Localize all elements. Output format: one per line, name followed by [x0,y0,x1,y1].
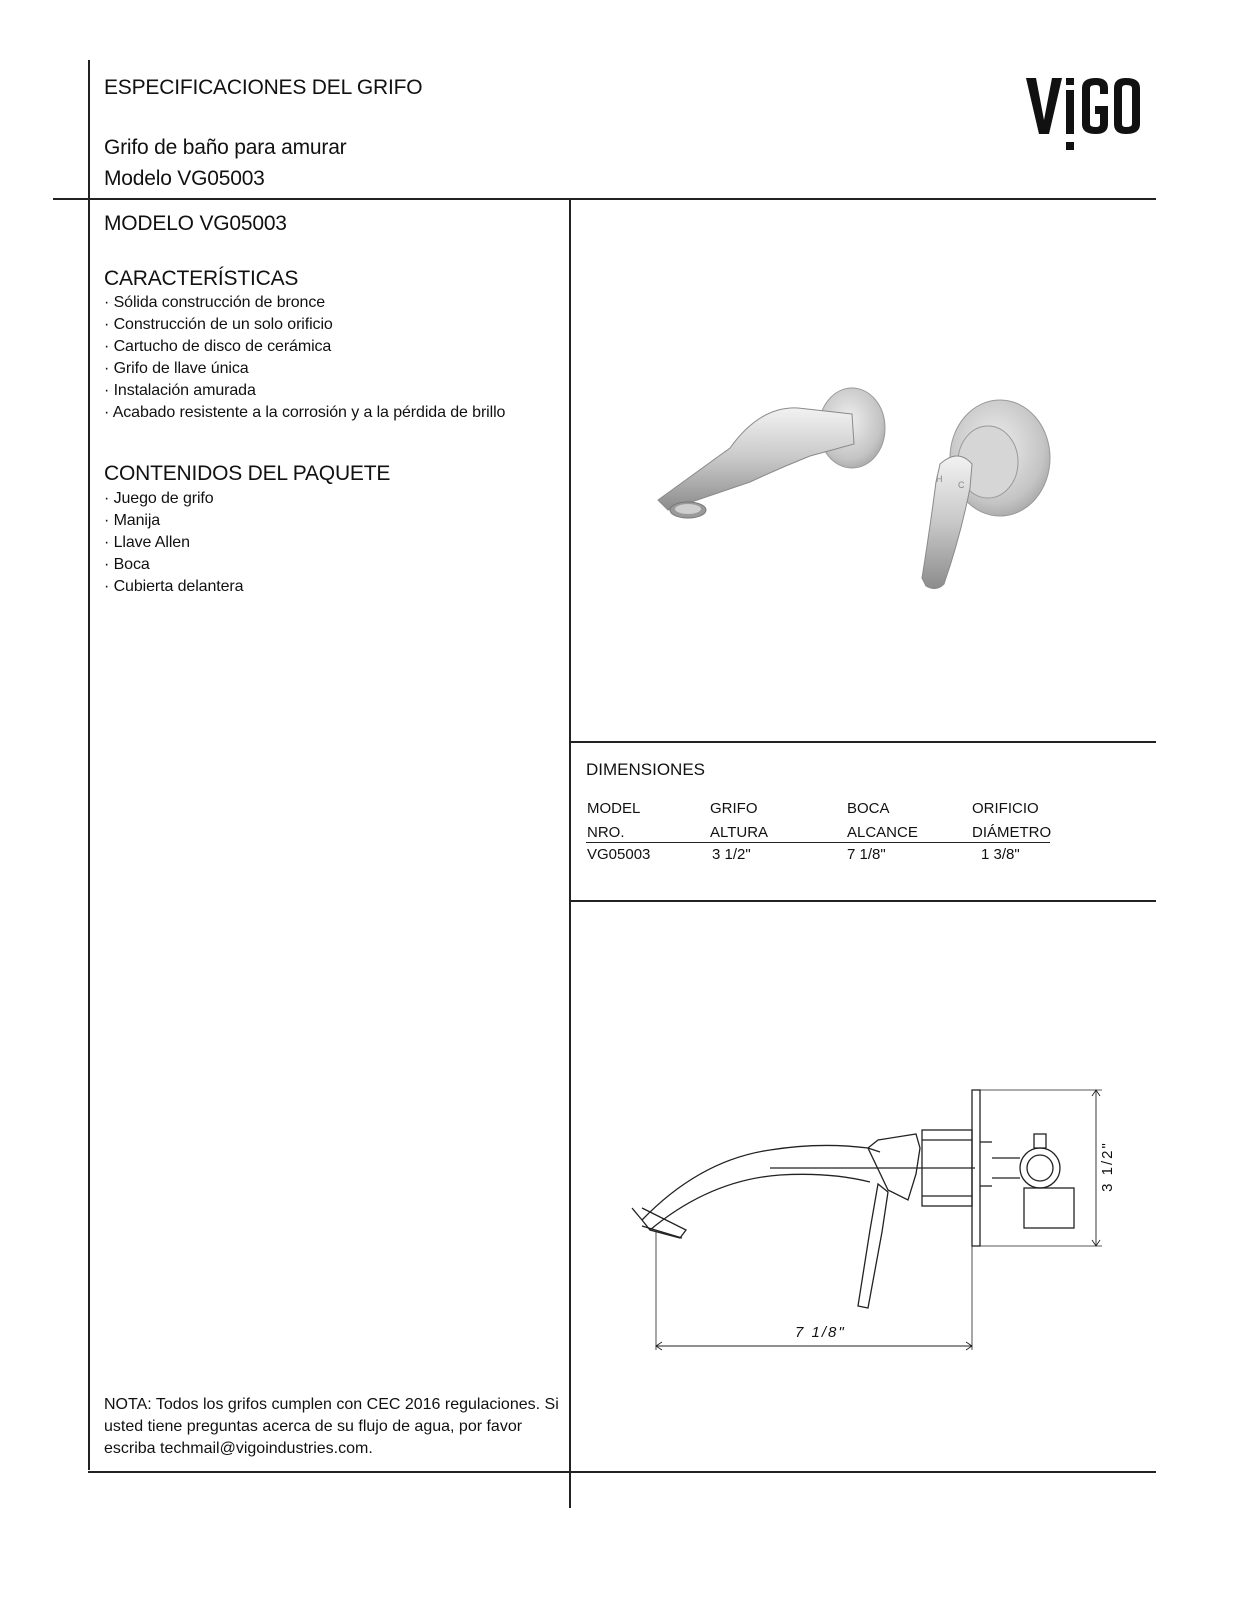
column-subheader-alcance: ALCANCE [847,824,918,841]
package-item: · Llave Allen [104,534,190,551]
features-heading: CARACTERÍSTICAS [104,267,299,290]
svg-text:H: H [936,474,943,484]
height-dimension-label: 3 1/2" [1098,1141,1116,1192]
package-item: · Cubierta delantera [104,578,244,595]
dimension-drawing [620,1080,1130,1370]
feature-item: · Acabado resistente a la corrosión y a la pérdida de brillo [104,404,506,421]
dimensions-bottom-rule [569,900,1156,902]
package-list [104,488,243,598]
cell-orificio-diametro: 1 3/8" [981,846,1020,863]
feature-item: · Cartucho de disco de cerámica [104,338,332,355]
features-list [104,292,505,424]
feature-item: · Construcción de un solo orificio [104,316,333,333]
dimensions-table [586,800,1066,870]
package-item: · Boca [104,556,150,573]
note-line: usted tiene preguntas acerca de su flujo de agua, por favor [104,1418,523,1435]
footer-rule [88,1471,1156,1473]
note-line: escriba techmail@vigoindustries.com. [104,1440,373,1457]
package-heading: CONTENIDOS DEL PAQUETE [104,462,391,485]
column-divider [569,198,571,1508]
column-header-boca: BOCA [847,800,890,817]
note-line: NOTA: Todos los grifos cumplen con CEC 2016 regulaciones. Si [104,1396,559,1413]
dimensions-top-rule [569,741,1156,743]
package-item: · Manija [104,512,161,529]
width-dimension-label: 7 1/8" [792,1324,849,1341]
lever-handle [922,456,972,589]
column-header-grifo: GRIFO [710,800,758,817]
cell-grifo-altura: 3 1/2" [712,846,751,863]
feature-item: · Sólida construcción de bronce [104,294,326,311]
cell-boca-alcance: 7 1/8" [847,846,886,863]
dimensions-heading: DIMENSIONES [586,760,706,779]
model-heading: MODELO VG05003 [104,212,287,235]
table-header-rule [586,842,1050,843]
document-title: ESPECIFICACIONES DEL GRIFO [104,76,423,99]
spout [658,408,854,510]
cell-model: VG05003 [587,846,651,863]
feature-item: · Grifo de llave única [104,360,249,377]
header-bottom-rule [53,198,1156,200]
product-description: Grifo de baño para amurar [104,136,347,159]
product-photo [640,378,1070,598]
package-item: · Juego de grifo [104,490,214,507]
column-header-orificio: ORIFICIO [972,800,1039,817]
feature-item: · Instalación amurada [104,382,256,399]
compliance-note [104,1394,559,1460]
svg-text:C: C [958,480,965,490]
left-margin-rule [88,60,90,1470]
column-header-model: MODEL [587,800,641,817]
product-model: Modelo VG05003 [104,167,265,190]
column-subheader-nro: NRO. [587,824,625,841]
vigo-logo [1024,74,1142,156]
column-subheader-altura: ALTURA [710,824,769,841]
column-subheader-diametro: DIÁMETRO [972,824,1052,841]
